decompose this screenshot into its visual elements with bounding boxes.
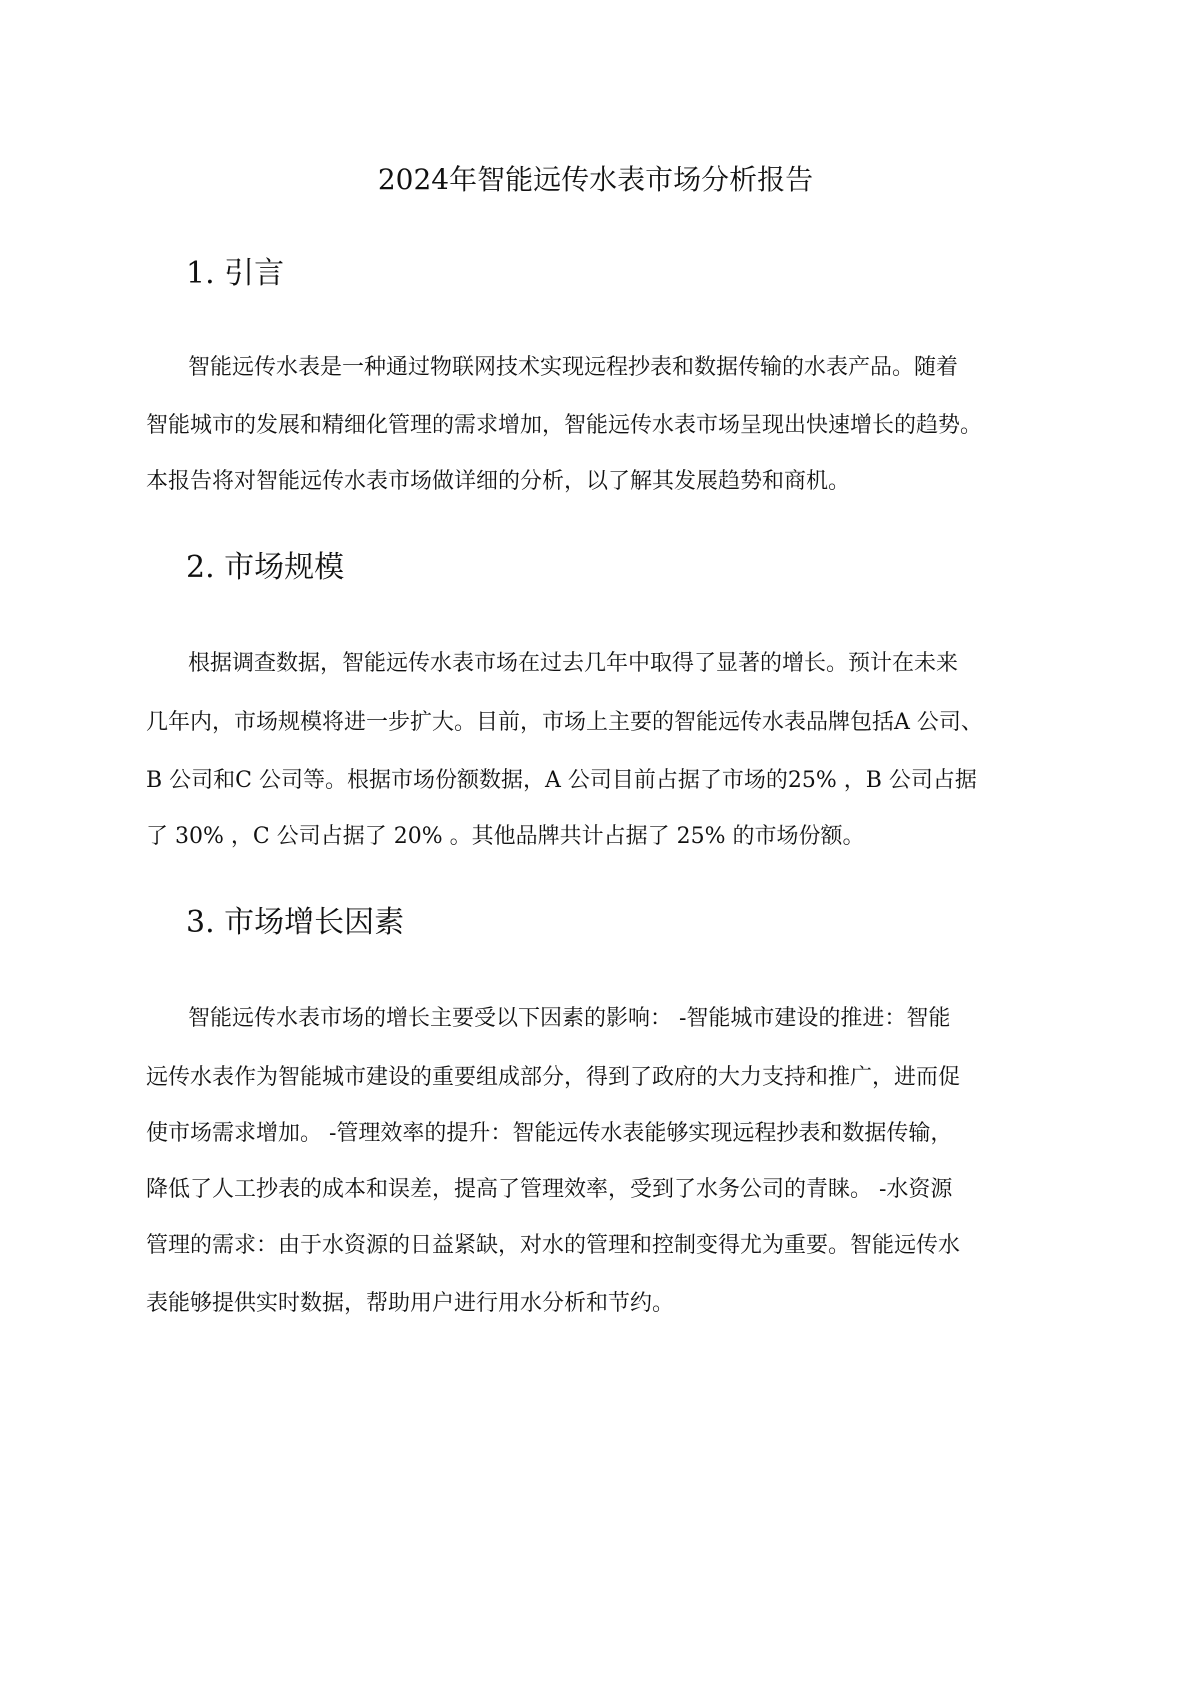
document-title: 2024年智能远传水表市场分析报告 <box>377 163 814 196</box>
paragraph-line: 远传水表作为智能城市建设的重要组成部分，得到了政府的大力支持和推广，进而促 <box>146 1065 961 1090</box>
paragraph-line: 智能远传水表是一种通过物联网技术实现远程抄表和数据传输的水表产品。随着 <box>188 355 959 380</box>
paragraph-line: B 公司和C 公司等。根据市场份额数据，A 公司目前占据了市场的25% ，B 公司占据 <box>146 768 977 793</box>
section-heading-growth-factors: 3. 市场增长因素 <box>186 905 405 940</box>
paragraph-line: 使市场需求增加。 -管理效率的提升：智能远传水表能够实现远程抄表和数据传输， <box>146 1121 953 1146</box>
section-heading-market-size: 2. 市场规模 <box>186 550 345 585</box>
paragraph-line: 智能城市的发展和精细化管理的需求增加，智能远传水表市场呈现出快速增长的趋势。 <box>146 413 983 438</box>
paragraph-line: 管理的需求：由于水资源的日益紧缺，对水的管理和控制变得尤为重要。智能远传水 <box>146 1233 961 1258</box>
paragraph-line: 智能远传水表市场的增长主要受以下因素的影响： -智能城市建设的推进：智能 <box>188 1006 951 1031</box>
paragraph-line: 几年内，市场规模将进一步扩大。目前，市场上主要的智能远传水表品牌包括A 公司、 <box>146 710 983 735</box>
paragraph-line: 降低了人工抄表的成本和误差，提高了管理效率，受到了水务公司的青睐。 -水资源 <box>146 1177 953 1202</box>
paragraph-line: 了 30% ，C 公司占据了 20% 。其他品牌共计占据了 25% 的市场份额。 <box>146 824 865 849</box>
paragraph-line: 根据调查数据，智能远传水表市场在过去几年中取得了显著的增长。预计在未来 <box>188 651 959 676</box>
paragraph-line: 表能够提供实时数据，帮助用户进行用水分析和节约。 <box>146 1291 675 1316</box>
paragraph-line: 本报告将对智能远传水表市场做详细的分析，以了解其发展趋势和商机。 <box>146 469 851 494</box>
section-heading-introduction: 1. 引言 <box>186 256 285 291</box>
